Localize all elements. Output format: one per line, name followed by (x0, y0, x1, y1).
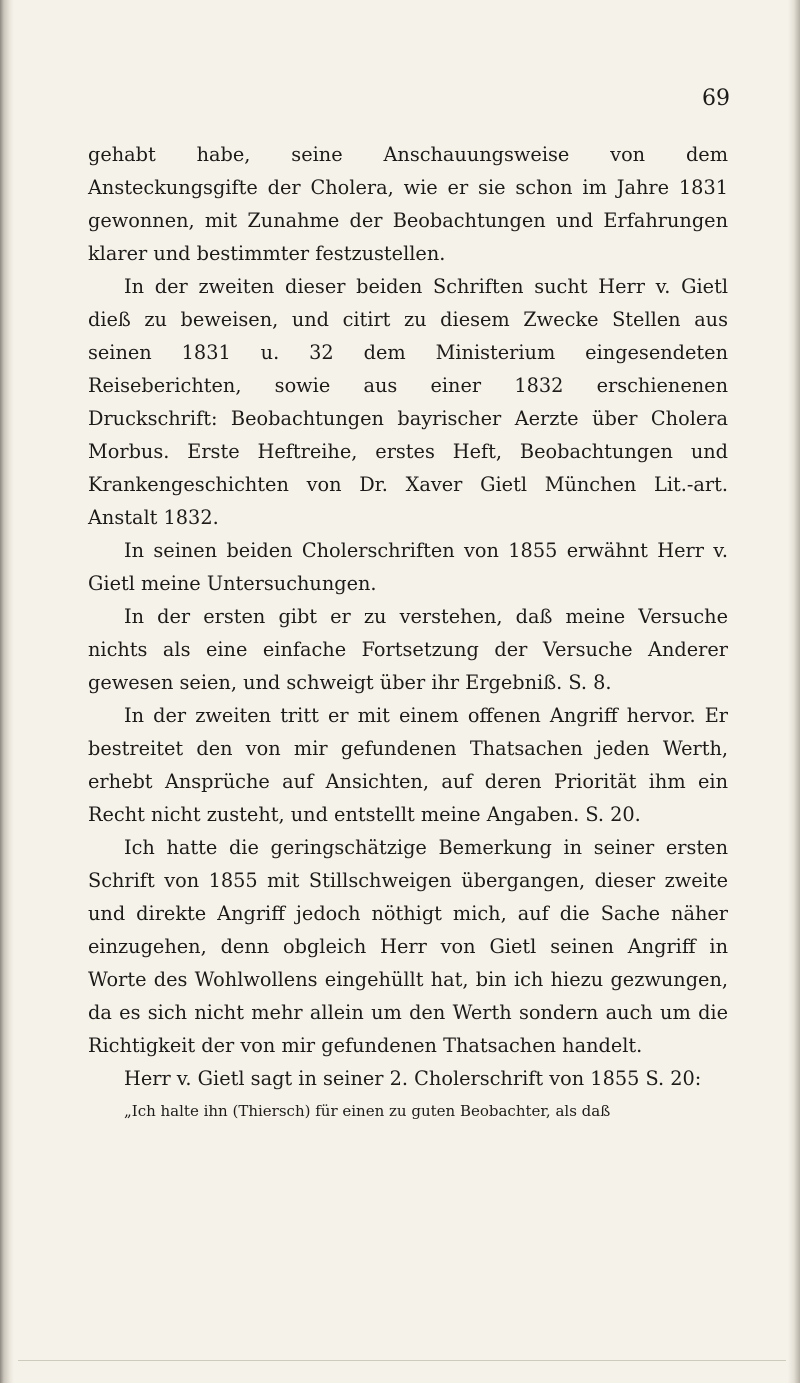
paragraph: Herr v. Gietl sagt in seiner 2. Cholerschrift von 1855 S. 20: (124, 1067, 702, 1090)
body-text (88, 138, 728, 1128)
paragraph: In der ersten gibt er zu verstehen, daß meine Versuche nichts als eine einfache Fortsetzung der Versuche Anderer gewesen seien, und schweigt über ihr Ergebniß. S. 8. (88, 605, 728, 694)
paragraph: Ich hatte die geringschätzige Bemerkung in seiner ersten Schrift von 1855 mit Stillschweigen übergangen, dieser zweite und direkte Angriff jedoch nöthigt mich, auf die Sache näher einzugehen, denn obgleich Herr von Gietl seinen Angriff in Worte des Wohlwollens eingehüllt hat, bin ich hiezu gezwungen, da es sich nicht mehr allein um den Werth sondern auch um die Richtigkeit der von mir gefundenen Thatsachen handelt. (88, 836, 728, 1057)
page-binding-edge (0, 0, 14, 1383)
paragraph: In der zweiten tritt er mit einem offenen Angriff hervor. Er bestreitet den von mir gefundenen Thatsachen jeden Werth, erhebt Ansprüche auf Ansichten, auf deren Priorität ihm ein Recht nicht zusteht, und entstellt meine Angaben. S. 20. (88, 704, 728, 826)
paragraph-continuation: gehabt habe, seine Anschauungsweise von dem Ansteckungsgifte der Cholera, wie er sie schon im Jahre 1831 gewonnen, mit Zunahme der Beobachtungen und Erfahrungen klarer und bestimmter festzustellen. (88, 143, 728, 265)
bottom-divider (18, 1360, 786, 1361)
page-outer-edge (788, 0, 800, 1383)
quotation: „Ich halte ihn (Thiersch) für einen zu guten Beobachter, als daß (124, 1102, 611, 1120)
paragraph: In seinen beiden Cholerschriften von 1855 erwähnt Herr v. Gietl meine Untersuchungen. (88, 539, 728, 595)
paragraph: In der zweiten dieser beiden Schriften sucht Herr v. Gietl dieß zu beweisen, und citirt zu diesem Zwecke Stellen aus seinen 1831 u. 32 dem Ministerium eingesendeten Reiseberichten, sowie aus einer 1832 erschienenen Druckschrift: Beobachtungen bayrischer Aerzte über Cholera Morbus. Erste Heftreihe, erstes Heft, Beobachtungen und Krankengeschichten von Dr. Xaver Gietl München Lit.-art. Anstalt 1832. (88, 275, 728, 529)
page-number: 69 (702, 86, 730, 111)
